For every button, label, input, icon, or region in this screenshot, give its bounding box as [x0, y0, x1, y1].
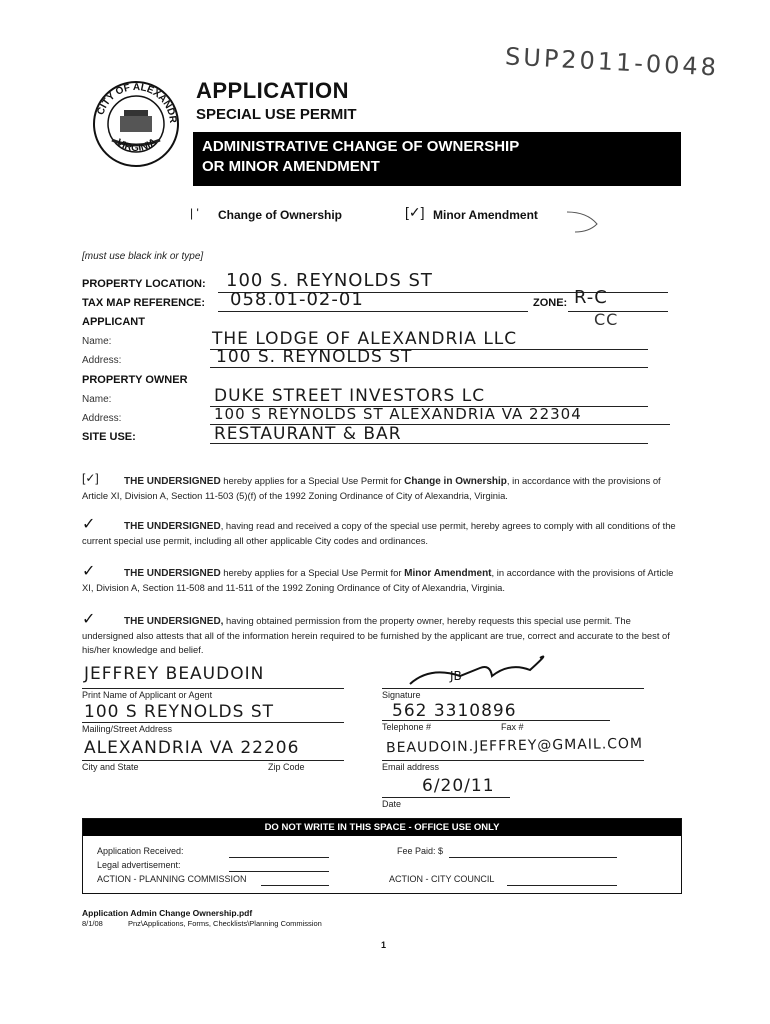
city-state-label: City and State	[82, 762, 139, 772]
banner-line-2: OR MINOR AMENDMENT	[202, 158, 380, 175]
zone-field[interactable]: R-C	[574, 287, 608, 308]
ink-note: [must use black ink or type]	[82, 251, 204, 262]
paragraph-2-text: THE UNDERSIGNED, having read and received a copy of the special use permit, hereby agrees to comply with all conditions of the current special use permit, including all other applicable City codes and ordinances.	[82, 520, 676, 546]
paragraph-attest	[82, 611, 682, 657]
site-use-label: SITE USE:	[82, 431, 136, 443]
print-name-label: Print Name of Applicant or Agent	[82, 690, 213, 700]
applicant-address-label: Address:	[82, 355, 122, 366]
applicant-name-label: Name:	[82, 336, 112, 347]
footer-filename: Application Admin Change Ownership.pdf	[82, 908, 253, 918]
email-field[interactable]: BEAUDOIN.JEFFREY@GMAIL.COM	[385, 735, 644, 757]
property-location-label: PROPERTY LOCATION:	[82, 278, 206, 290]
city-state-field[interactable]: ALEXANDRIA VA 22206	[84, 738, 300, 758]
form-title: APPLICATION	[196, 78, 349, 103]
paragraph-minor-amendment	[82, 563, 682, 595]
paragraph-comply	[82, 516, 682, 548]
title-banner	[193, 132, 681, 186]
applicant-name-field[interactable]: THE LODGE OF ALEXANDRIA LLC	[212, 329, 518, 349]
minor-amendment-label: Minor Amendment	[433, 208, 538, 222]
date-field[interactable]: 6/20/11	[422, 776, 495, 796]
form-subtitle: SPECIAL USE PERMIT	[196, 106, 357, 123]
zone-note: CC	[594, 310, 619, 329]
signature-mark[interactable]	[390, 648, 560, 690]
paragraph-3-checkbox[interactable]: ✓	[82, 563, 96, 580]
banner-line-1: ADMINISTRATIVE CHANGE OF OWNERSHIP	[202, 138, 520, 155]
office-use-box	[82, 818, 682, 894]
property-location-field[interactable]: 100 S. REYNOLDS ST	[226, 270, 433, 291]
tax-map-field[interactable]: 058.01-02-01	[230, 289, 364, 310]
paragraph-change-ownership	[82, 471, 682, 503]
paragraph-1-text: THE UNDERSIGNED hereby applies for a Special Use Permit for Change in Ownership, in accordance with the provisions of Article XI, Division A, Section 11-503 (5)(f) of the 1992 Zoning Ordinance of City of Alexandria, Virginia.	[82, 475, 661, 501]
case-number: SUP2011-0048	[504, 42, 720, 82]
svg-text:JB: JB	[450, 669, 462, 683]
owner-address-field[interactable]: 100 S REYNOLDS ST ALEXANDRIA VA 22304	[214, 405, 582, 423]
minor-amendment-checkbox[interactable]: [✓]	[405, 204, 425, 220]
street-address-label: Mailing/Street Address	[82, 724, 173, 734]
paragraph-4-text: THE UNDERSIGNED, having obtained permission from the property owner, hereby requests this special use permit. The undersigned also attests that all of the information herein required to be furnished by the applicant are true, correct and accurate to the best of his/her knowledge and belief.	[82, 615, 670, 655]
change-of-ownership-label: Change of Ownership	[218, 208, 343, 222]
site-use-field[interactable]: RESTAURANT & BAR	[214, 424, 402, 444]
bracket-scribble-icon	[565, 206, 605, 236]
svg-text:CITY OF ALEXANDRIA: CITY OF ALEXANDR	[95, 81, 179, 124]
application-received-label: Application Received:	[97, 846, 184, 856]
signature-label: Signature	[382, 690, 421, 700]
office-use-banner: DO NOT WRITE IN THIS SPACE - OFFICE USE ONLY	[83, 819, 681, 836]
applicant-heading: APPLICANT	[82, 316, 145, 328]
paragraph-3-text: THE UNDERSIGNED hereby applies for a Special Use Permit for Minor Amendment, in accordance with the provisions of Article XI, Division A, Section 11-508 and 11-511 of the 1992 Zoning Ordinance of City of Alexandria, Virginia.	[82, 567, 674, 593]
email-label: Email address	[382, 762, 440, 772]
owner-name-label: Name:	[82, 394, 112, 405]
street-address-field[interactable]: 100 S REYNOLDS ST	[84, 702, 275, 722]
paragraph-4-checkbox[interactable]: ✓	[82, 611, 96, 628]
action-council-label: ACTION - CITY COUNCIL	[389, 874, 495, 884]
tax-map-label: TAX MAP REFERENCE:	[82, 297, 206, 309]
fee-paid-label: Fee Paid: $	[397, 846, 444, 856]
action-planning-label: ACTION - PLANNING COMMISSION	[97, 874, 247, 884]
applicant-address-field[interactable]: 100 S. REYNOLDS ST	[216, 347, 413, 367]
fax-label: Fax #	[501, 722, 524, 732]
owner-name-field[interactable]: DUKE STREET INVESTORS LC	[214, 386, 486, 406]
footer-date: 8/1/08	[82, 919, 103, 928]
footer-path: Pnz\Applications, Forms, Checklists\Planning Commission	[128, 919, 322, 928]
telephone-label: Telephone #	[382, 722, 432, 732]
paragraph-2-checkbox[interactable]: ✓	[82, 516, 96, 533]
city-seal	[92, 80, 180, 168]
date-label: Date	[382, 799, 402, 809]
change-of-ownership-checkbox[interactable]: | '	[190, 206, 199, 220]
print-name-field[interactable]: JEFFREY BEAUDOIN	[84, 664, 265, 684]
paragraph-1-checkbox[interactable]: [✓]	[82, 471, 99, 485]
telephone-field[interactable]: 562 3310896	[392, 701, 517, 721]
zip-code-label: Zip Code	[268, 762, 305, 772]
zone-label: ZONE:	[533, 297, 568, 309]
seal-icon	[92, 80, 180, 168]
svg-text:VIRGINIA: VIRGINIA	[114, 136, 159, 154]
owner-heading: PROPERTY OWNER	[82, 374, 188, 386]
page-number: 1	[381, 940, 387, 950]
legal-ad-label: Legal advertisement:	[97, 860, 181, 870]
owner-address-label: Address:	[82, 413, 122, 424]
